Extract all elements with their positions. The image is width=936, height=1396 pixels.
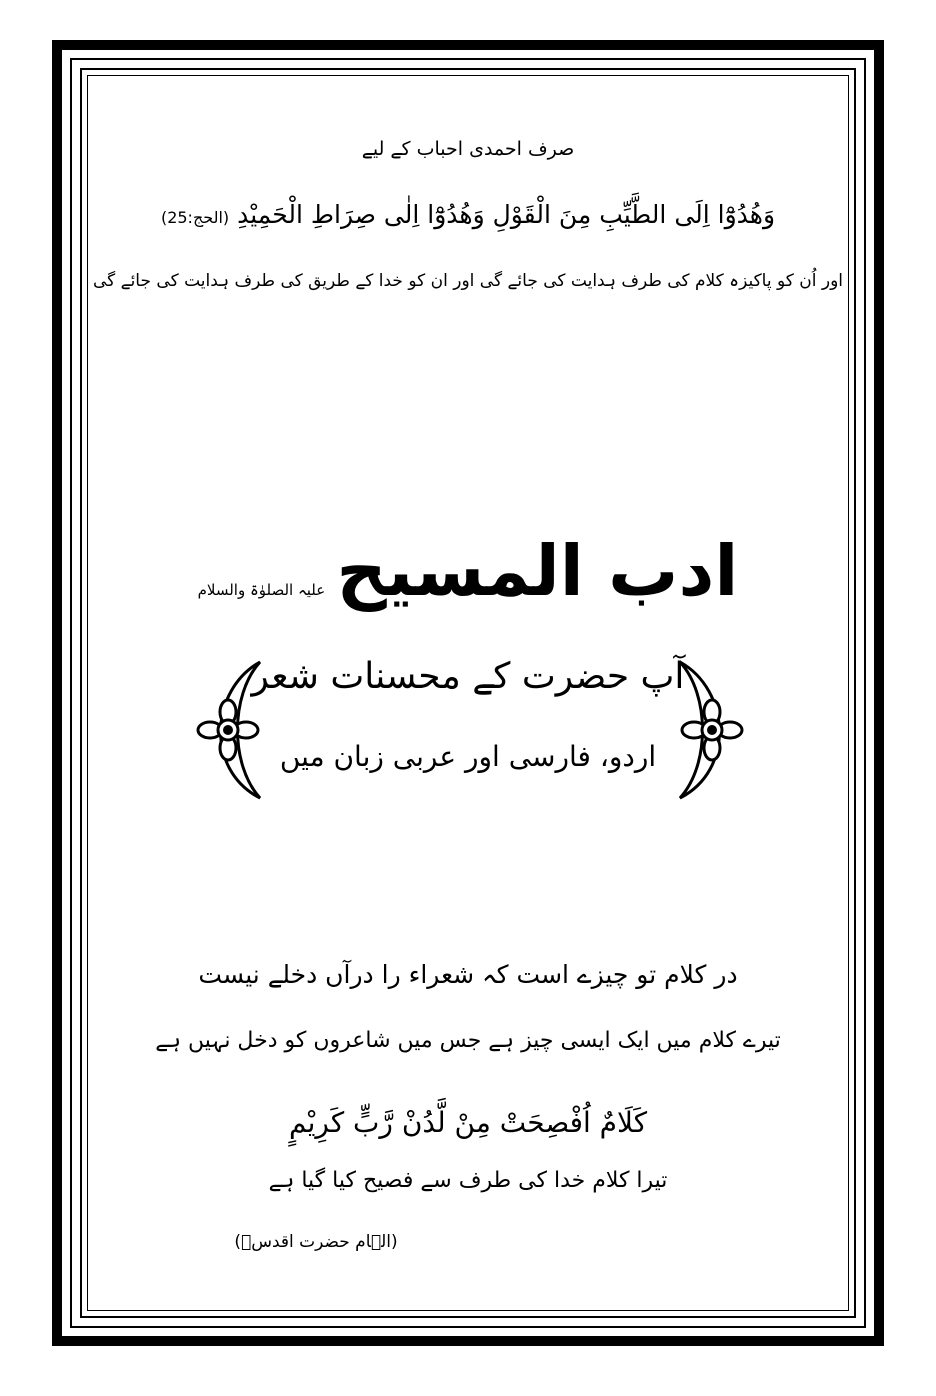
persian-quote-translation: تیرے کلام میں ایک ایسی چیز ہے جس میں شاعروں کو دخل نہیں ہے	[155, 1028, 781, 1053]
persian-quote: در کلام تو چیزے است کہ شعراء را درآں دخلے نیست	[198, 960, 738, 989]
crescent-flower-ornament-icon	[650, 660, 750, 800]
book-title	[0, 530, 936, 612]
subtitle-line-1: آپ حضرت کے محسنات شعر	[251, 656, 685, 697]
verse-translation: اور اُن کو پاکیزہ کلام کی طرف ہدایت کی جائے گی اور ان کو خدا کے طریق کی طرف ہدایت کی جائے گی	[92, 271, 844, 291]
restricted-note: صرف احمدی احباب کے لیے	[361, 138, 575, 160]
crescent-flower-ornament-icon	[190, 660, 290, 800]
quran-verse-reference: (الحج:25)	[160, 208, 230, 227]
quran-verse	[0, 200, 936, 229]
book-title-main: ادب المسیح	[336, 530, 739, 612]
revelation-source: (الہام حضرت اقدسؑ)	[234, 1232, 398, 1252]
book-title-honorific: علیہ الصلوٰۃ والسلام	[197, 581, 326, 599]
revelation-arabic: كَلَامٌ اُفْصِحَتْ مِنْ لَّدُنْ رَّبٍّ كَرِيْمٍ	[288, 1106, 648, 1139]
quran-verse-text: وَهُدُوْٓا اِلَى الطَّيِّبِ مِنَ الْقَوْلِ وَهُدُوْٓا اِلٰى صِرَاطِ الْحَمِيْدِ	[237, 200, 776, 229]
revelation-translation: تیرا کلام خدا کی طرف سے فصیح کیا گیا ہے	[268, 1168, 668, 1193]
subtitle-line-2: اردو، فارسی اور عربی زبان میں	[279, 740, 657, 773]
